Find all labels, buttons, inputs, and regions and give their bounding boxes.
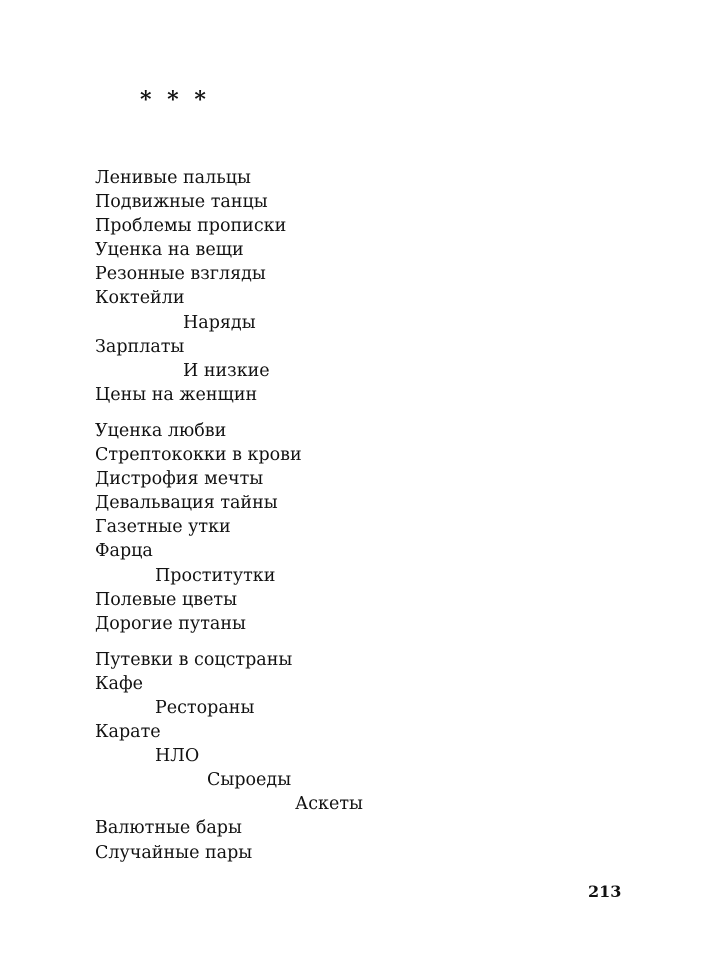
poem-line-indented: Проститутки bbox=[155, 565, 276, 586]
poem-line-indented: Рестораны bbox=[155, 697, 255, 718]
poem-line: Уценка на вещи bbox=[95, 240, 244, 261]
poem-line: Полевые цветы bbox=[95, 589, 238, 610]
poem-line: Резонные взгляды bbox=[95, 264, 266, 285]
poem-line: Газетные утки bbox=[95, 517, 231, 538]
stanza-1 bbox=[95, 166, 655, 407]
poem-line: Девальвация тайны bbox=[95, 493, 278, 514]
section-separator: * * * bbox=[140, 87, 210, 113]
poem-line: Проблемы прописки bbox=[95, 216, 287, 237]
poem-line-indented: Наряды bbox=[183, 312, 256, 333]
poem-line: Зарплаты bbox=[95, 336, 185, 357]
poem-line: Дорогие путаны bbox=[95, 613, 246, 634]
poem-line: Дистрофия мечты bbox=[95, 469, 264, 490]
poem-line: Подвижные танцы bbox=[95, 192, 268, 213]
stanza-3 bbox=[95, 648, 655, 865]
poem-line: Случайные пары bbox=[95, 842, 253, 863]
poem-line: Кафе bbox=[95, 673, 144, 694]
poem-line: Цены на женщин bbox=[95, 384, 258, 405]
stanza-2 bbox=[95, 419, 655, 636]
poem-line: Валютные бары bbox=[95, 818, 242, 839]
poem-line-indented: Аскеты bbox=[295, 794, 363, 815]
poem-line-indented: И низкие bbox=[183, 360, 270, 381]
poem-line: Фарца bbox=[95, 541, 153, 562]
page-number: 213 bbox=[588, 882, 622, 901]
poem-line-indented: НЛО bbox=[155, 746, 200, 767]
poem bbox=[95, 166, 655, 877]
poem-line: Стрептококки в крови bbox=[95, 445, 302, 466]
poem-line: Путевки в соцстраны bbox=[95, 649, 293, 670]
poem-line: Уценка любви bbox=[95, 420, 227, 441]
poem-line-indented: Сыроеды bbox=[207, 770, 292, 791]
poem-line: Карате bbox=[95, 722, 161, 743]
poem-line: Коктейли bbox=[95, 288, 185, 309]
poem-line: Ленивые пальцы bbox=[95, 168, 251, 188]
